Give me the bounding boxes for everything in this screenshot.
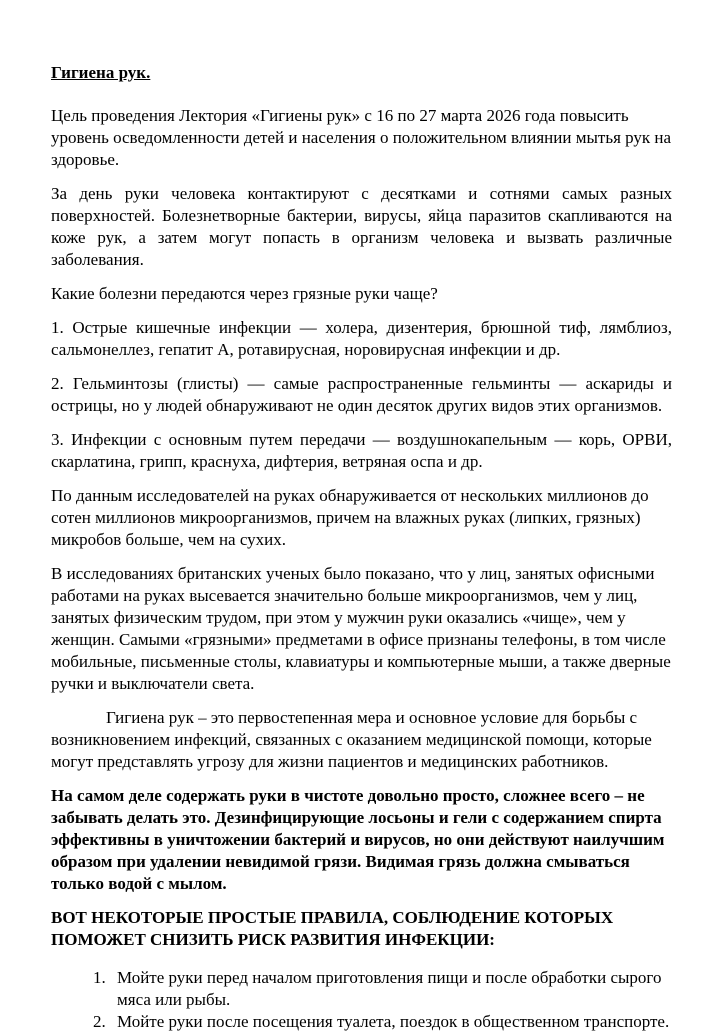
doc-title: Гигиена рук. xyxy=(51,63,151,82)
rules-heading: ВОТ НЕКОТОРЫЕ ПРОСТЫЕ ПРАВИЛА, СОБЛЮДЕНИЕ КОТОРЫХ ПОМОЖЕТ СНИЗИТЬ РИСК РАЗВИТИЯ ИНФЕКЦИИ: xyxy=(51,908,614,949)
paragraph-question: Какие болезни передаются через грязные руки чаще? xyxy=(51,284,438,303)
paragraph-research: По данным исследователей на руках обнаруживается от нескольких миллионов до сотен миллионов микроорганизмов, причем на влажных руках (липких, грязных) микробов больше, чем на сухих. xyxy=(51,486,649,549)
rule-item-1: 1. Мойте руки перед началом приготовления пищи и после обработки сырого мяса или рыбы. xyxy=(110,967,672,1011)
disease-item-1: 1. Острые кишечные инфекции — холера, дизентерия, брюшной тиф, лямблиоз, сальмонеллез, гепатит А, ротавирусная, норовирусная инфекции и др. xyxy=(51,318,672,359)
paragraph-contact: За день руки человека контактируют с десятками и сотнями самых разных поверхностей. Болезнетворные бактерии, вирусы, яйца паразитов скапливаются на коже рук, а затем могут попасть в организм человека и вызвать различные заболевания. xyxy=(51,184,672,269)
disease-item-3: 3. Инфекции с основным путем передачи — воздушнокапельным — корь, ОРВИ, скарлатина, грипп, краснуха, дифтерия, ветряная оспа и др. xyxy=(51,430,672,471)
paragraph-intro: Цель проведения Лектория «Гигиены рук» с 16 по 27 марта 2026 года повысить уровень осведомленности детей и населения о положительном влиянии мытья рук на здоровье. xyxy=(51,106,672,169)
rule-item-2: 2. Мойте руки после посещения туалета, поездок в общественном транспорте. xyxy=(110,1011,672,1033)
paragraph-british-study: В исследованиях британских ученых было показано, что у лиц, занятых офисными работами на руках высевается значительно больше микроорганизмов, чем у лиц, занятых физическим трудом, при этом у мужчин руки оказались «чище», чем у женщин. Самыми «грязными» предметами в офисе признаны телефоны, в том числе мобильные, письменные столы, клавиатуры и компьютерные мыши, а также дверные ручки и выключатели света. xyxy=(51,564,671,693)
paragraph-hygiene-definition: Гигиена рук – это первостепенная мера и основное условие для борьбы с возникновением инфекций, связанных с оказанием медицинской помощи, которые могут представлять угрозу для жизни пациентов и медицинских работников. xyxy=(51,708,652,771)
paragraph-bold-note: На самом деле содержать руки в чистоте довольно просто, сложнее всего – не забывать делать это. Дезинфицирующие лосьоны и гели с содержанием спирта эффективны в уничтожении бактерий и вирусов, но они действуют наилучшим образом при удалении невидимой грязи. Видимая грязь должна смываться только водой с мылом. xyxy=(51,786,665,893)
rules-list xyxy=(51,967,672,1033)
disease-item-2: 2. Гельминтозы (глисты) — самые распространенные гельминты — аскариды и острицы, но у людей обнаруживают не один десяток других видов этих организмов. xyxy=(51,374,672,415)
